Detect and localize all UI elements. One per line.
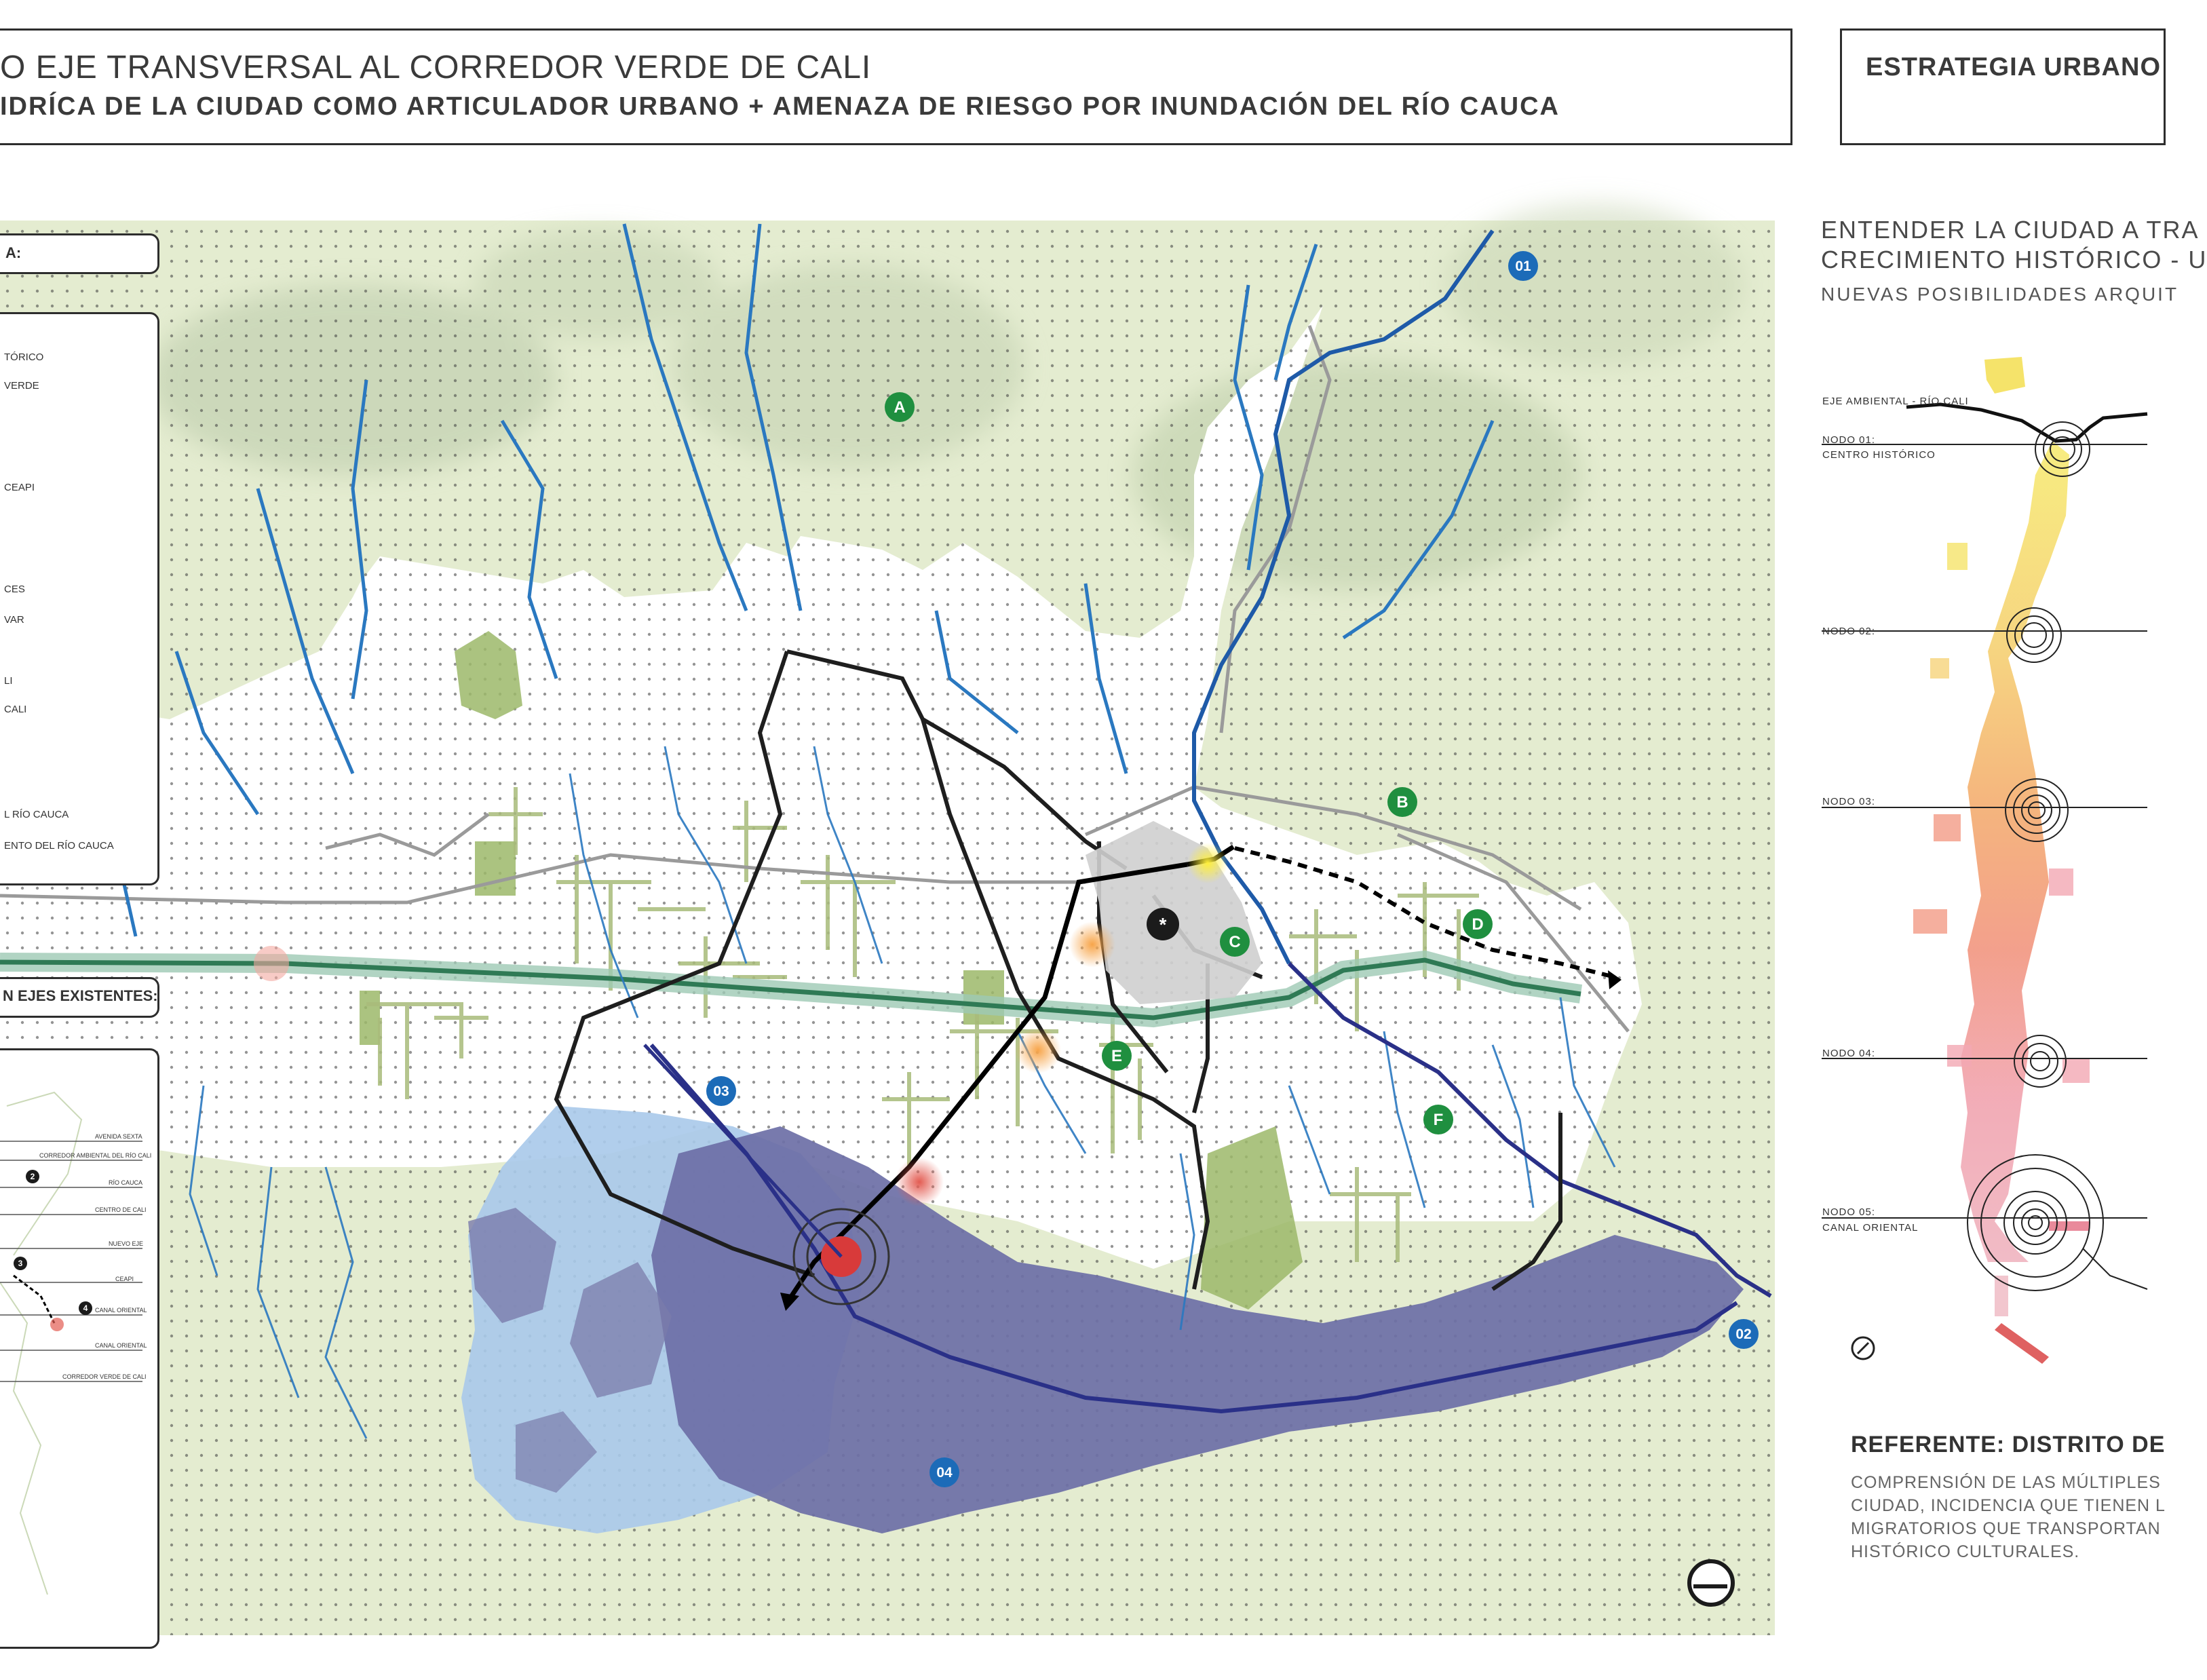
legend-item: TÓRICO bbox=[4, 351, 44, 363]
svg-text:CENTRO DE CALI: CENTRO DE CALI bbox=[95, 1206, 147, 1213]
node-01-label: NODO 01: bbox=[1822, 434, 1876, 446]
svg-text:CORREDOR VERDE DE CALI: CORREDOR VERDE DE CALI bbox=[62, 1373, 147, 1380]
legend-item: CES bbox=[4, 584, 25, 595]
svg-text:AVENIDA SEXTA: AVENIDA SEXTA bbox=[95, 1133, 142, 1140]
compass-icon bbox=[1689, 1561, 1733, 1605]
node-red-1 bbox=[895, 1158, 944, 1206]
referente-text bbox=[1851, 1471, 2166, 1563]
svg-text:2: 2 bbox=[30, 1172, 35, 1181]
node-05-label: NODO 05: bbox=[1822, 1206, 1876, 1218]
legend-item: VERDE bbox=[4, 380, 39, 392]
referente-line: MIGRATORIOS QUE TRANSPORTAN bbox=[1851, 1519, 2161, 1538]
svg-text:RÍO CAUCA: RÍO CAUCA bbox=[109, 1179, 143, 1186]
page-subtitle: IDRÍCA DE LA CIUDAD COMO ARTICULADOR URBANO + AMENAZA DE RIESGO POR INUNDACIÓN DEL RÍO CAUCA bbox=[0, 92, 1560, 121]
node-05-place: CANAL ORIENTAL bbox=[1822, 1222, 1919, 1234]
svg-text:A: A bbox=[894, 398, 906, 417]
svg-text:4: 4 bbox=[83, 1303, 88, 1313]
legend-top-title: A: bbox=[5, 244, 22, 261]
mini-map bbox=[0, 1079, 153, 1635]
svg-text:CORREDOR AMBIENTAL DEL RÍO CAL: CORREDOR AMBIENTAL DEL RÍO CALI bbox=[39, 1152, 152, 1159]
right-title-frame bbox=[1840, 28, 2166, 145]
node-03-label: NODO 03: bbox=[1822, 796, 1876, 807]
svg-text:03: 03 bbox=[713, 1084, 729, 1099]
panel-subheading: NUEVAS POSIBILIDADES ARQUIT bbox=[1821, 284, 2179, 305]
center-marker-label: * bbox=[1159, 914, 1167, 935]
node-orange-2 bbox=[1015, 1027, 1061, 1073]
svg-text:C: C bbox=[1229, 933, 1241, 951]
compass-small-icon bbox=[1852, 1337, 1874, 1359]
svg-text:CANAL ORIENTAL: CANAL ORIENTAL bbox=[95, 1342, 147, 1349]
page-title: O EJE TRANSVERSAL AL CORREDOR VERDE DE CALI bbox=[0, 50, 872, 85]
legend-axes-title: N EJES EXISTENTES: bbox=[3, 987, 158, 1004]
legend-box bbox=[0, 312, 159, 885]
legend-item: L RÍO CAUCA bbox=[4, 809, 69, 820]
svg-text:3: 3 bbox=[18, 1259, 23, 1268]
svg-text:02: 02 bbox=[1735, 1326, 1752, 1342]
svg-text:CEAPI: CEAPI bbox=[115, 1276, 134, 1282]
svg-text:CANAL ORIENTAL: CANAL ORIENTAL bbox=[95, 1307, 147, 1314]
svg-text:NUEVO EJE: NUEVO EJE bbox=[109, 1240, 144, 1247]
node-04-label: NODO 04: bbox=[1822, 1048, 1876, 1059]
svg-text:D: D bbox=[1472, 915, 1484, 934]
referente-title: REFERENTE: DISTRITO DE bbox=[1851, 1432, 2166, 1457]
legend-top-box bbox=[0, 233, 159, 274]
legend-item: LI bbox=[4, 675, 13, 687]
panel-heading-line2: CRECIMIENTO HISTÓRICO - U bbox=[1821, 246, 2207, 273]
svg-text:04: 04 bbox=[936, 1465, 953, 1481]
svg-text:E: E bbox=[1111, 1047, 1123, 1065]
svg-text:01: 01 bbox=[1515, 259, 1531, 274]
referente-line: CIUDAD, INCIDENCIA QUE TIENEN L bbox=[1851, 1496, 2166, 1515]
axis-label: EJE AMBIENTAL - RÍO CALI bbox=[1822, 396, 1969, 407]
axis-diagram bbox=[1791, 339, 2147, 1398]
svg-text:B: B bbox=[1396, 793, 1408, 812]
legend-item: VAR bbox=[4, 614, 24, 626]
legend-item: CALI bbox=[4, 704, 27, 715]
node-yellow bbox=[1187, 843, 1228, 883]
node-02-label: NODO 02: bbox=[1822, 626, 1876, 637]
node-01-place: CENTRO HISTÓRICO bbox=[1822, 449, 1936, 461]
panel-heading-line1: ENTENDER LA CIUDAD A TRA bbox=[1821, 216, 2200, 244]
referente-line: HISTÓRICO CULTURALES. bbox=[1851, 1542, 2080, 1561]
referente-line: COMPRENSIÓN DE LAS MÚLTIPLES bbox=[1851, 1473, 2161, 1492]
svg-text:F: F bbox=[1433, 1111, 1444, 1129]
legend-item: ENTO DEL RÍO CAUCA bbox=[4, 840, 114, 852]
legend-item: CEAPI bbox=[4, 482, 35, 493]
node-orange-1 bbox=[1069, 921, 1115, 968]
right-title: ESTRATEGIA URBANO bbox=[1866, 53, 2161, 81]
